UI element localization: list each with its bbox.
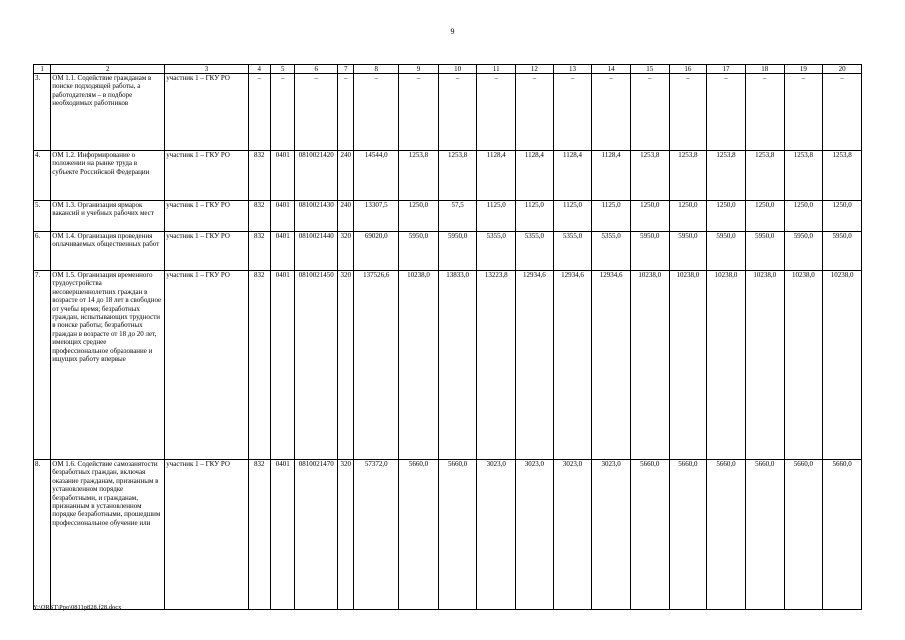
page-number: 9 (450, 27, 455, 36)
executor-cell: участник 1 – ГКУ РО (165, 232, 248, 271)
value-cell: 5950,0 (707, 232, 746, 271)
value-cell: 1125,0 (477, 201, 516, 232)
value-cell: 12934,6 (592, 271, 631, 460)
executor-cell: участник 1 – ГКУ РО (165, 271, 248, 460)
measure-name-cell: ОМ 1.1. Содействие гражданам в поиске подходящей работы, а работодателям – в подборе необходимых работников (51, 74, 165, 151)
row-number-cell: 5. (34, 201, 51, 232)
column-header: 15 (630, 65, 669, 74)
value-cell: 10238,0 (784, 271, 823, 460)
table-row (34, 201, 862, 232)
column-header: 13 (553, 65, 592, 74)
value-cell: 5950,0 (784, 232, 823, 271)
column-header: 3 (165, 65, 248, 74)
value-cell: 5355,0 (516, 232, 554, 271)
value-cell: 0810021450 (295, 271, 338, 460)
row-number-cell: 6. (34, 232, 51, 271)
value-cell: 5950,0 (438, 232, 477, 271)
value-cell: 320 (338, 271, 354, 460)
value-cell: 1253,8 (438, 151, 477, 201)
value-cell: 832 (248, 271, 270, 460)
table-row (34, 460, 862, 610)
column-header: 6 (295, 65, 338, 74)
column-header: 14 (592, 65, 631, 74)
value-cell: – (630, 74, 669, 151)
value-cell: 10238,0 (707, 271, 746, 460)
value-cell: 5660,0 (630, 460, 669, 610)
value-cell: 1253,8 (745, 151, 784, 201)
column-header: 12 (516, 65, 554, 74)
value-cell: 1253,8 (707, 151, 746, 201)
value-cell: 240 (338, 201, 354, 232)
value-cell: 10238,0 (745, 271, 784, 460)
value-cell: 5660,0 (707, 460, 746, 610)
value-cell: – (438, 74, 477, 151)
value-cell: – (338, 74, 354, 151)
value-cell: 5660,0 (399, 460, 439, 610)
column-header: 5 (270, 65, 294, 74)
value-cell: 0401 (270, 460, 294, 610)
value-cell: 10238,0 (823, 271, 862, 460)
value-cell: – (745, 74, 784, 151)
measure-name-cell: ОМ 1.3. Организация ярмарок вакансий и учебных рабочих мест (51, 201, 165, 232)
value-cell: – (823, 74, 862, 151)
value-cell: 0401 (270, 271, 294, 460)
value-cell: 1250,0 (630, 201, 669, 232)
value-cell: 0401 (270, 151, 294, 201)
value-cell: – (784, 74, 823, 151)
column-header: 9 (399, 65, 439, 74)
value-cell: 1250,0 (784, 201, 823, 232)
value-cell: 0401 (270, 201, 294, 232)
value-cell: 5660,0 (784, 460, 823, 610)
value-cell: 5660,0 (438, 460, 477, 610)
value-cell: 1253,8 (784, 151, 823, 201)
value-cell: 1128,4 (516, 151, 554, 201)
column-header: 10 (438, 65, 477, 74)
value-cell: 12934,6 (553, 271, 592, 460)
file-path-footer: Y:\ORST\Ppo\0811p828.f28.docx (33, 604, 122, 611)
executor-cell: участник 1 – ГКУ РО (165, 151, 248, 201)
budget-table (33, 64, 862, 610)
value-cell: – (592, 74, 631, 151)
value-cell: 5950,0 (669, 232, 707, 271)
row-number-cell: 4. (34, 151, 51, 201)
value-cell: 12934,6 (516, 271, 554, 460)
value-cell: 1253,8 (630, 151, 669, 201)
column-header: 2 (51, 65, 165, 74)
column-header: 18 (745, 65, 784, 74)
value-cell: 1250,0 (823, 201, 862, 232)
value-cell: 5355,0 (592, 232, 631, 271)
value-cell: 5950,0 (399, 232, 439, 271)
value-cell: 1250,0 (707, 201, 746, 232)
value-cell: 10238,0 (399, 271, 439, 460)
value-cell: 3023,0 (592, 460, 631, 610)
value-cell: 1128,4 (477, 151, 516, 201)
executor-cell: участник 1 – ГКУ РО (165, 460, 248, 610)
table-row (34, 232, 862, 271)
value-cell: 57372,0 (354, 460, 399, 610)
column-header: 8 (354, 65, 399, 74)
value-cell: – (248, 74, 270, 151)
value-cell: 13833,0 (438, 271, 477, 460)
value-cell: 3023,0 (477, 460, 516, 610)
column-header: 16 (669, 65, 707, 74)
table-row (34, 271, 862, 460)
value-cell: – (354, 74, 399, 151)
value-cell: 69020,0 (354, 232, 399, 271)
value-cell: 240 (338, 151, 354, 201)
value-cell: 57,5 (438, 201, 477, 232)
value-cell: 5950,0 (823, 232, 862, 271)
value-cell: 1253,8 (669, 151, 707, 201)
value-cell: 10238,0 (630, 271, 669, 460)
value-cell: – (669, 74, 707, 151)
value-cell: 3023,0 (553, 460, 592, 610)
column-header: 20 (823, 65, 862, 74)
value-cell: 0810021430 (295, 201, 338, 232)
table-row (34, 74, 862, 151)
value-cell: 5950,0 (745, 232, 784, 271)
value-cell: 832 (248, 151, 270, 201)
value-cell: 5355,0 (553, 232, 592, 271)
value-cell: – (295, 74, 338, 151)
measure-name-cell: ОМ 1.4. Организация проведения оплачиваемых общественных работ (51, 232, 165, 271)
column-header: 19 (784, 65, 823, 74)
row-number-cell: 3. (34, 74, 51, 151)
value-cell: – (707, 74, 746, 151)
value-cell: 0810021420 (295, 151, 338, 201)
value-cell: 10238,0 (669, 271, 707, 460)
value-cell: 320 (338, 232, 354, 271)
value-cell: 1128,4 (592, 151, 631, 201)
measure-name-cell: ОМ 1.6. Содействие самозанятости безработных граждан, включая оказание гражданам, признанным в установленном порядке безработными, и гражданам, признанным в установленном порядке безработными, прошедшим профессиональное обучение или (51, 460, 165, 610)
column-header: 17 (707, 65, 746, 74)
value-cell: 5355,0 (477, 232, 516, 271)
column-header: 4 (248, 65, 270, 74)
value-cell: 13223,8 (477, 271, 516, 460)
value-cell: 1253,8 (823, 151, 862, 201)
header-row (34, 65, 862, 74)
value-cell: 0401 (270, 232, 294, 271)
value-cell: – (399, 74, 439, 151)
column-header: 11 (477, 65, 516, 74)
value-cell: 137526,6 (354, 271, 399, 460)
executor-cell: участник 1 – ГКУ РО (165, 74, 248, 151)
value-cell: 5950,0 (630, 232, 669, 271)
value-cell: 1250,0 (669, 201, 707, 232)
value-cell: 832 (248, 460, 270, 610)
value-cell: 320 (338, 460, 354, 610)
column-header: 1 (34, 65, 51, 74)
row-number-cell: 8. (34, 460, 51, 610)
value-cell: – (477, 74, 516, 151)
value-cell: 1253,8 (399, 151, 439, 201)
column-header: 7 (338, 65, 354, 74)
value-cell: 3023,0 (516, 460, 554, 610)
value-cell: – (516, 74, 554, 151)
value-cell: 0810021440 (295, 232, 338, 271)
value-cell: 832 (248, 232, 270, 271)
row-number-cell: 7. (34, 271, 51, 460)
value-cell: 832 (248, 201, 270, 232)
value-cell: 1128,4 (553, 151, 592, 201)
value-cell: 5660,0 (669, 460, 707, 610)
value-cell: 13307,5 (354, 201, 399, 232)
table-row (34, 151, 862, 201)
value-cell: 1250,0 (399, 201, 439, 232)
value-cell: 1250,0 (745, 201, 784, 232)
value-cell: – (270, 74, 294, 151)
value-cell: 1125,0 (553, 201, 592, 232)
measure-name-cell: ОМ 1.5. Организация временного трудоустройства несовершеннолетних граждан в возрасте от 14 до 18 лет в свободное от учебы время; безработных граждан, испытывающих трудности в поиске работы; безработных граждан в возрасте от 18 до 20 лет, имеющих среднее профессиональное образование и ищущих работу впервые (51, 271, 165, 460)
value-cell: 14544,0 (354, 151, 399, 201)
value-cell: 1125,0 (516, 201, 554, 232)
value-cell: – (553, 74, 592, 151)
value-cell: 1125,0 (592, 201, 631, 232)
executor-cell: участник 1 – ГКУ РО (165, 201, 248, 232)
value-cell: 5660,0 (823, 460, 862, 610)
value-cell: 0810021470 (295, 460, 338, 610)
measure-name-cell: ОМ 1.2. Информирование о положении на рынке труда в субъекте Российской Федерации (51, 151, 165, 201)
value-cell: 5660,0 (745, 460, 784, 610)
